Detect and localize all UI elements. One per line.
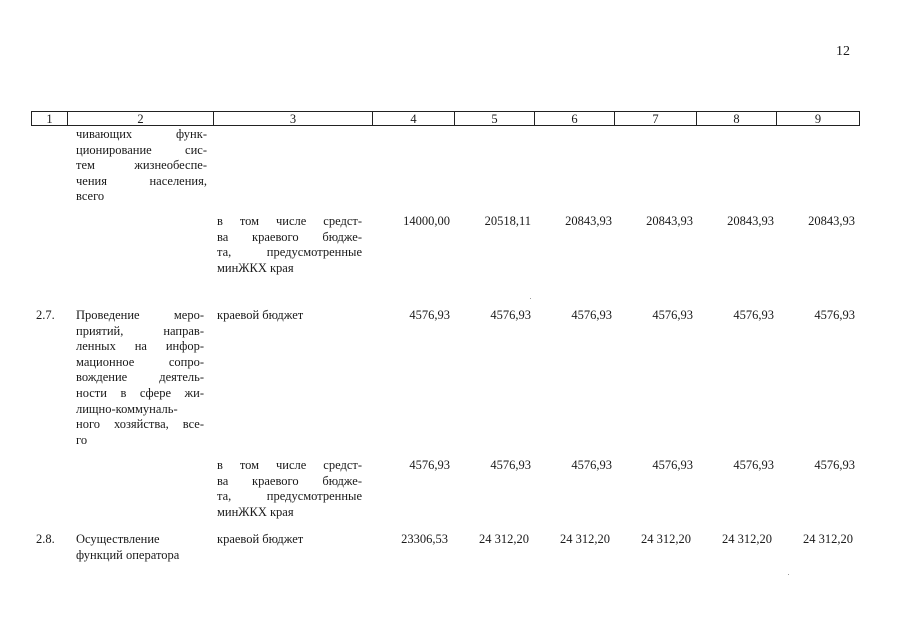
cont-row-sub-source (217, 214, 362, 276)
scan-speck (788, 574, 789, 575)
value-col5: 20518,11 (484, 214, 531, 228)
source-line: ва краевого бюдже- (217, 229, 362, 244)
header-cell-7: 7 (614, 111, 696, 126)
value-col4: 4576,93 (409, 458, 450, 472)
row-2-7-sub-source (217, 458, 362, 520)
value-col5: 4576,93 (490, 458, 531, 472)
header-cell-5: 5 (454, 111, 534, 126)
desc-line: лищно-коммуналь- (76, 401, 178, 416)
header-cell-8: 8 (696, 111, 776, 126)
value-col6: 24 312,20 (560, 532, 610, 546)
desc-line: вождение деятель- (76, 370, 204, 385)
desc-line: Проведение меро- (76, 308, 204, 322)
value-col7: 4576,93 (652, 308, 693, 322)
row-2-8-source: краевой бюджет (217, 532, 304, 546)
value-col9: 20843,93 (808, 214, 855, 228)
row-number-2-7: 2.7. (36, 308, 55, 322)
source-line: минЖКХ края (217, 504, 294, 519)
source-line: та, предусмотренные (217, 245, 362, 260)
value-col4: 4576,93 (409, 308, 450, 322)
desc-line: мационное сопро- (76, 354, 204, 369)
row-2-8-description (76, 532, 206, 563)
value-col6: 4576,93 (571, 458, 612, 472)
scan-speck (530, 298, 531, 299)
row-2-7-source: краевой бюджет (217, 308, 304, 322)
value-col8: 4576,93 (733, 458, 774, 472)
value-col8: 4576,93 (733, 308, 774, 322)
desc-line: функций оператора (76, 547, 180, 562)
source-line: та, предусмотренные (217, 489, 362, 504)
desc-line: чения населения, (76, 173, 207, 188)
desc-line: го (76, 432, 88, 447)
page-number: 12 (836, 44, 850, 59)
header-cell-2: 2 (67, 111, 213, 126)
value-col7: 24 312,20 (641, 532, 691, 546)
value-col4: 23306,53 (401, 532, 448, 546)
value-col4: 14000,00 (403, 214, 450, 228)
value-col5: 24 312,20 (479, 532, 529, 546)
row-number-2-8: 2.8. (36, 532, 55, 546)
desc-line: приятий, направ- (76, 323, 204, 338)
header-cell-1: 1 (31, 111, 67, 126)
row-2-7-description (76, 308, 204, 448)
value-col9: 24 312,20 (803, 532, 853, 546)
header-cell-9: 9 (776, 111, 860, 126)
value-col9: 4576,93 (814, 308, 855, 322)
header-cell-4: 4 (372, 111, 454, 126)
desc-line: ционирование сис- (76, 142, 207, 157)
header-cell-6: 6 (534, 111, 614, 126)
value-col5: 4576,93 (490, 308, 531, 322)
value-col8: 20843,93 (727, 214, 774, 228)
cont-row-description (76, 127, 207, 205)
desc-line: Осуществление (76, 532, 160, 546)
desc-line: тем жизнеобеспе- (76, 158, 207, 173)
desc-line: ности в сфере жи- (76, 385, 204, 400)
source-line: ва краевого бюдже- (217, 473, 362, 488)
header-cell-3: 3 (213, 111, 372, 126)
source-line: в том числе средст- (217, 458, 362, 472)
desc-line: чивающих функ- (76, 127, 207, 141)
value-col7: 20843,93 (646, 214, 693, 228)
source-line: в том числе средст- (217, 214, 362, 228)
value-col8: 24 312,20 (722, 532, 772, 546)
desc-line: ленных на инфор- (76, 339, 204, 354)
value-col6: 20843,93 (565, 214, 612, 228)
value-col9: 4576,93 (814, 458, 855, 472)
desc-line: всего (76, 189, 105, 204)
value-col7: 4576,93 (652, 458, 693, 472)
value-col6: 4576,93 (571, 308, 612, 322)
source-line: минЖКХ края (217, 260, 294, 275)
desc-line: ного хозяйства, все- (76, 417, 204, 432)
